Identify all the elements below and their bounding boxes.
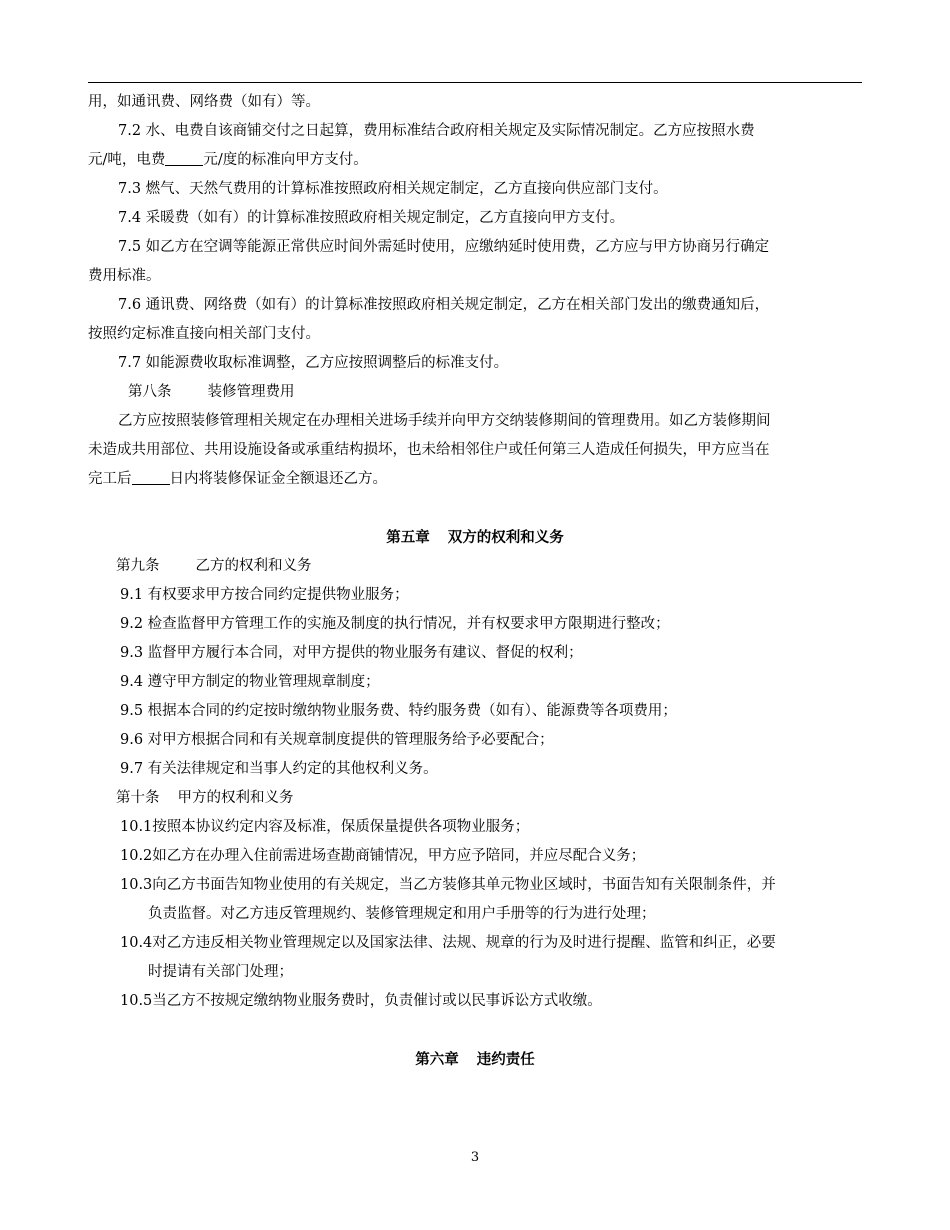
article-title: 乙方的权利和义务 (195, 558, 312, 574)
article-number: 第九条 (116, 558, 160, 574)
article-number: 第十条 (116, 790, 160, 806)
list-item-9-7: 9.7 有关法律规定和当事人约定的其他权利义务。 (120, 761, 438, 777)
list-item-10-4-cont: 时提请有关部门处理； (148, 964, 293, 980)
paragraph-7-7: 7.7 如能源费收取标准调整，乙方应按照调整后的标准支付。 (118, 355, 509, 371)
article-8-para: 乙方应按照装修管理相关规定在办理相关进场手续并向甲方交纳装修期间的管理费用。如乙方装修期间 (118, 413, 771, 429)
paragraph-7-2: 7.2 水、电费自该商铺交付之日起算，费用标准结合政府相关规定及实际情况制定。乙方应按照水费 (118, 123, 755, 139)
chapter-title: 双方的权利和义务 (447, 529, 564, 546)
text-span: 元/吨，电费 (88, 152, 166, 168)
page-number: 3 (470, 1150, 480, 1165)
article-10-heading (88, 784, 862, 813)
fill-blank (165, 151, 203, 167)
article-9-heading (88, 552, 862, 581)
document-body (88, 88, 862, 1074)
article-8-para-cont (88, 465, 862, 494)
paragraph-7-3: 7.3 燃气、天然气费用的计算标准按照政府相关规定制定，乙方直接向供应部门支付。 (118, 181, 668, 197)
chapter-number: 第五章 (386, 529, 430, 546)
text-span: 元/度的标准向甲方支付。 (203, 152, 368, 168)
list-item-9-4: 9.4 遵守甲方制定的物业管理规章制度； (120, 674, 380, 690)
list-item-10-3-cont: 负责监督。对乙方违反管理规约、装修管理规定和用户手册等的行为进行处理； (148, 906, 656, 922)
list-item-10-2: 10.2如乙方在办理入住前需进场查勘商铺情况，甲方应予陪同，并应尽配合义务； (120, 848, 646, 864)
paragraph-7-5: 7.5 如乙方在空调等能源正常供应时间外需延时使用，应缴纳延时使用费，乙方应与甲方协商另行确定 (118, 239, 770, 255)
fill-blank (132, 470, 170, 486)
article-8-heading (88, 378, 862, 407)
text-span: 日内将装修保证金全额退还乙方。 (169, 471, 387, 487)
paragraph-7-2-cont (88, 146, 862, 175)
article-title: 装修管理费用 (207, 384, 295, 400)
list-item-10-5: 10.5当乙方不按规定缴纳物业服务费时，负责催讨或以民事诉讼方式收缴。 (120, 993, 602, 1009)
article-8-para-cont: 未造成共用部位、共用设施设备或承重结构损坏，也未给相邻住户或任何第三人造成任何损失，甲方应当在 (88, 442, 770, 458)
article-title: 甲方的权利和义务 (177, 790, 294, 806)
paragraph-7-1-cont: 用，如通讯费、网络费（如有）等。 (88, 94, 320, 110)
list-item-10-1: 10.1按照本协议约定内容及标准，保质保量提供各项物业服务； (120, 819, 530, 835)
list-item-9-5: 9.5 根据本合同的约定按时缴纳物业服务费、特约服务费（如有）、能源费等各项费用； (120, 703, 677, 719)
article-number: 第八条 (128, 384, 172, 400)
paragraph-7-5-cont: 费用标准。 (88, 268, 161, 284)
list-item-9-3: 9.3 监督甲方履行本合同，对甲方提供的物业服务有建议、督促的权利； (120, 645, 583, 661)
chapter-6-heading (88, 1045, 862, 1074)
paragraph-7-6-cont: 按照约定标准直接向相关部门支付。 (88, 326, 320, 342)
text-span: 完工后 (88, 471, 132, 487)
list-item-10-4: 10.4对乙方违反相关物业管理规定以及国家法律、法规、规章的行为及时进行提醒、监管和纠正，必要 (120, 935, 776, 951)
list-item-9-1: 9.1 有权要求甲方按合同约定提供物业服务； (120, 587, 409, 603)
chapter-title: 违约责任 (476, 1051, 535, 1068)
chapter-number: 第六章 (415, 1051, 459, 1068)
paragraph-7-4: 7.4 采暖费（如有）的计算标准按照政府相关规定制定，乙方直接向甲方支付。 (118, 210, 625, 226)
list-item-9-2: 9.2 检查监督甲方管理工作的实施及制度的执行情况，并有权要求甲方限期进行整改； (120, 616, 670, 632)
paragraph-7-6: 7.6 通讯费、网络费（如有）的计算标准按照政府相关规定制定，乙方在相关部门发出的缴费通知后， (118, 297, 770, 313)
list-item-9-6: 9.6 对甲方根据合同和有关规章制度提供的管理服务给予必要配合； (120, 732, 554, 748)
chapter-5-heading (88, 523, 862, 552)
list-item-10-3: 10.3向乙方书面告知物业使用的有关规定，当乙方装修其单元物业区域时，书面告知有关限制条件，并 (120, 877, 776, 893)
header-rule (88, 82, 862, 83)
